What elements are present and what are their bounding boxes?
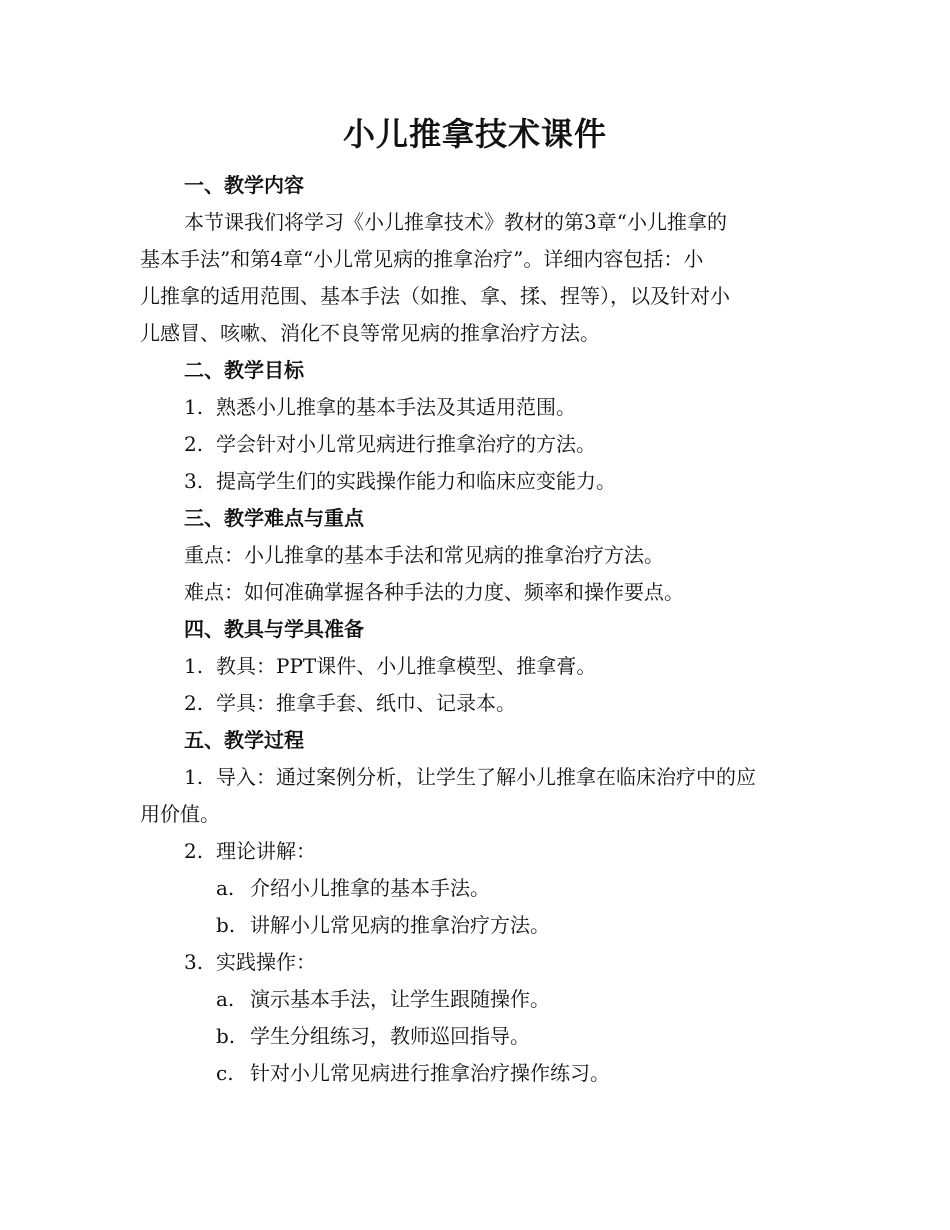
section-heading-key-points: 三、教学难点与重点: [184, 506, 364, 530]
sub-list-item: [140, 1018, 810, 1055]
list-number: 2.: [184, 432, 204, 456]
list-text: 提高学生们的实践操作能力和临床应变能力。: [216, 469, 616, 493]
list-text: 学会针对小儿常见病进行推拿治疗的方法。: [216, 432, 596, 456]
key-point-line: 重点：小儿推拿的基本手法和常见病的推拿治疗方法。: [184, 543, 664, 567]
sub-list-text: 演示基本手法，让学生跟随操作。: [250, 987, 550, 1011]
list-number: 2.: [184, 839, 204, 863]
list-text: 实践操作：: [216, 950, 316, 974]
document-body: [140, 167, 810, 1092]
list-item: [140, 944, 810, 981]
list-item: [140, 426, 810, 463]
list-number: 2.: [184, 691, 204, 715]
section-heading-process: 五、教学过程: [184, 728, 304, 752]
sub-list-text: 学生分组练习，教师巡回指导。: [250, 1024, 530, 1048]
sub-list-letter: a.: [216, 876, 235, 900]
section-heading-tools: 四、教具与学具准备: [184, 617, 364, 641]
sub-list-text: 讲解小儿常见病的推拿治疗方法。: [250, 913, 550, 937]
list-text: 熟悉小儿推拿的基本手法及其适用范围。: [216, 395, 576, 419]
list-item: [140, 759, 810, 796]
sub-list-item: [140, 981, 810, 1018]
list-number: 3.: [184, 950, 204, 974]
list-item: [140, 833, 810, 870]
sub-list-letter: a.: [216, 987, 235, 1011]
paragraph-line: 儿感冒、咳嗽、消化不良等常见病的推拿治疗方法。: [140, 321, 600, 345]
section-heading-goals: 二、教学目标: [184, 358, 304, 382]
paragraph-line: 本节课我们将学习《小儿推拿技术》教材的第3章“小儿推拿的: [184, 210, 727, 234]
sub-list-item: [140, 870, 810, 907]
list-text: 导入：通过案例分析，让学生了解小儿推拿在临床治疗中的应: [216, 765, 756, 789]
paragraph-line: 儿推拿的适用范围、基本手法（如推、拿、揉、捏等），以及针对小: [140, 284, 730, 308]
sub-list-item: [140, 1055, 810, 1092]
list-item: [140, 389, 810, 426]
list-item: [140, 685, 810, 722]
sub-list-item: [140, 907, 810, 944]
list-item: [140, 648, 810, 685]
sub-list-text: 介绍小儿推拿的基本手法。: [250, 876, 490, 900]
list-number: 3.: [184, 469, 204, 493]
document-title: 小儿推拿技术课件: [342, 115, 607, 153]
list-item-continuation: 用价值。: [140, 802, 220, 826]
list-number: 1.: [184, 654, 204, 678]
list-text: 教具：PPT课件、小儿推拿模型、推拿膏。: [216, 654, 597, 678]
sub-list-letter: b.: [216, 913, 236, 937]
list-text: 理论讲解：: [216, 839, 316, 863]
difficulty-line: 难点：如何准确掌握各种手法的力度、频率和操作要点。: [184, 580, 684, 604]
list-item: [140, 463, 810, 500]
list-text: 学具：推拿手套、纸巾、记录本。: [216, 691, 516, 715]
paragraph-line: 基本手法”和第4章“小儿常见病的推拿治疗”。详细内容包括：小: [140, 247, 704, 271]
sub-list-letter: b.: [216, 1024, 236, 1048]
section-heading-content: 一、教学内容: [184, 173, 304, 197]
sub-list-text: 针对小儿常见病进行推拿治疗操作练习。: [250, 1061, 610, 1085]
list-number: 1.: [184, 765, 204, 789]
sub-list-letter: c.: [216, 1061, 234, 1085]
list-number: 1.: [184, 395, 204, 419]
